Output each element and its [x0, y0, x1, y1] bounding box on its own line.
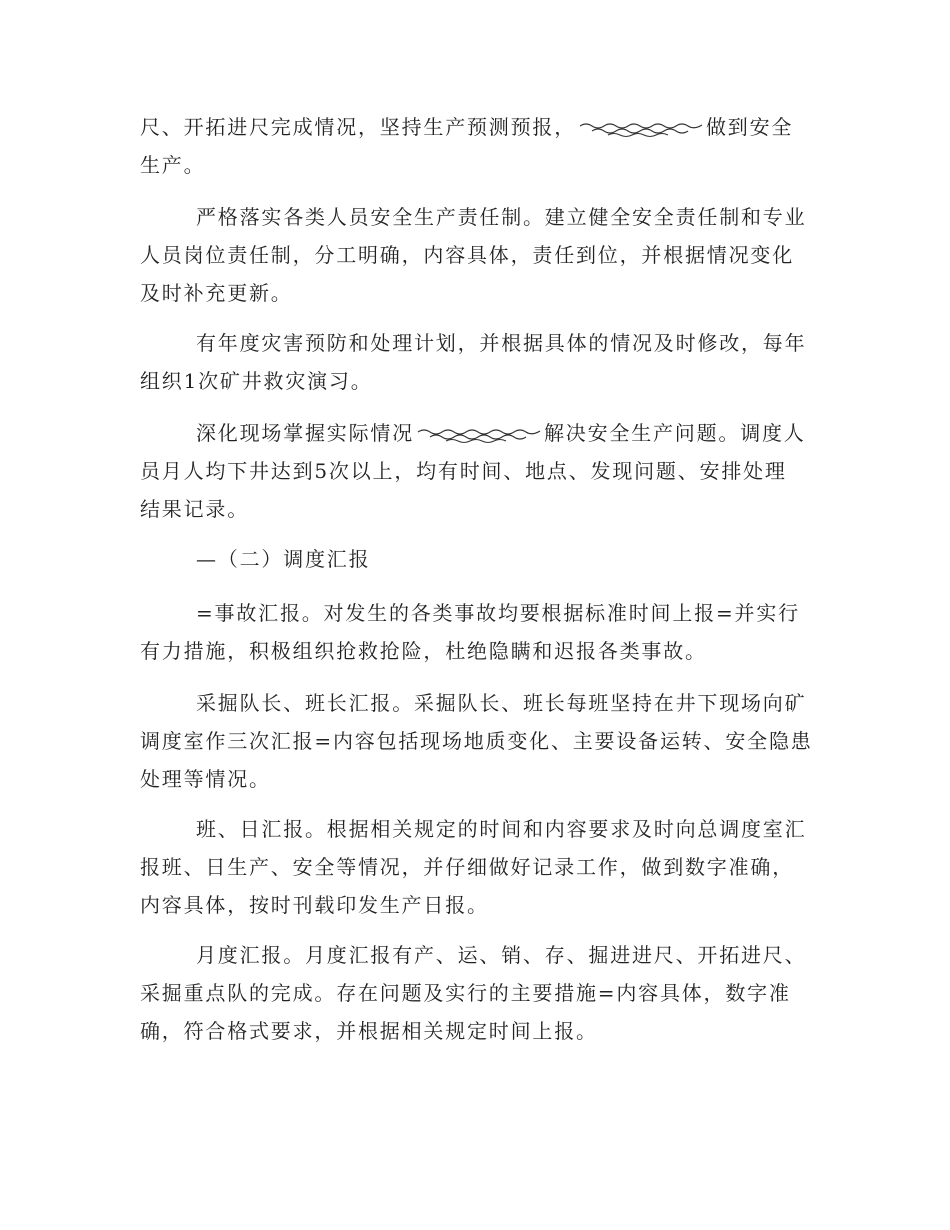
wavy-mark-decoration	[578, 120, 704, 138]
paragraph-3	[140, 324, 820, 400]
paragraph-7-line-2: 报班、日生产、安全等情况，并仔细做好记录工作，做到数字准确，	[140, 855, 794, 879]
paragraph-2-line-1: 严格落实各类人员安全生产责任制。建立健全安全责任制和专业	[196, 205, 807, 229]
paragraph-8-line-3: 确，符合格式要求，并根据相关规定时间上报。	[140, 1019, 598, 1043]
paragraph-6-line-2: 调度室作三次汇报=内容包括现场地质变化、主要设备运转、安全隐患	[140, 729, 813, 753]
paragraph-4-line-2: 员月人均下井达到5次以上，均有时间、地点、发现问题、安排处理	[140, 459, 787, 483]
paragraph-3-line-2: 组织1次矿井救灾演习。	[140, 369, 373, 393]
section-heading-text: —（二）调度汇报	[196, 547, 371, 571]
paragraph-6	[140, 684, 820, 798]
paragraph-7-line-1: 班、日汇报。根据相关规定的时间和内容要求及时向总调度室汇	[196, 817, 807, 841]
paragraph-5-line-1: =事故汇报。对发生的各类事故均要根据标准时间上报=并实行	[196, 601, 800, 625]
paragraph-3-line-1: 有年度灾害预防和处理计划，并根据具体的情况及时修改，每年	[196, 331, 807, 355]
paragraph-4-line-1: 深化现场掌握实际情况 解决安全生产问题。调度人	[196, 421, 806, 445]
paragraph-7	[140, 810, 820, 924]
paragraph-2	[140, 198, 820, 312]
paragraph-8-line-2: 采掘重点队的完成。存在问题及实行的主要措施=内容具体，数字准	[140, 981, 791, 1005]
paragraph-8	[140, 936, 820, 1050]
paragraph-6-line-3: 处理等情况。	[140, 767, 271, 791]
paragraph-1	[140, 108, 820, 184]
paragraph-4	[140, 414, 820, 528]
paragraph-8-line-1: 月度汇报。月度汇报有产、运、销、存、掘进进尺、开拓进尺、	[196, 943, 807, 967]
paragraph-1-line-2: 生产。	[140, 153, 206, 177]
paragraph-2-line-3: 及时补充更新。	[140, 281, 293, 305]
section-heading	[140, 540, 820, 578]
wavy-mark-decoration	[416, 426, 542, 444]
paragraph-5-line-2: 有力措施，积极组织抢救抢险，杜绝隐瞒和迟报各类事故。	[140, 639, 707, 663]
paragraph-6-line-1: 采掘队长、班长汇报。采掘队长、班长每班坚持在井下现场向矿	[196, 691, 807, 715]
paragraph-1-line-1: 尺、开拓进尺完成情况，坚持生产预测预报， 做到安全	[140, 115, 794, 139]
paragraph-7-line-3: 内容具体，按时刊载印发生产日报。	[140, 893, 489, 917]
paragraph-4-line-3: 结果记录。	[140, 497, 249, 521]
paragraph-2-line-2: 人员岗位责任制，分工明确，内容具体，责任到位，并根据情况变化	[140, 243, 794, 267]
paragraph-5	[140, 594, 820, 670]
